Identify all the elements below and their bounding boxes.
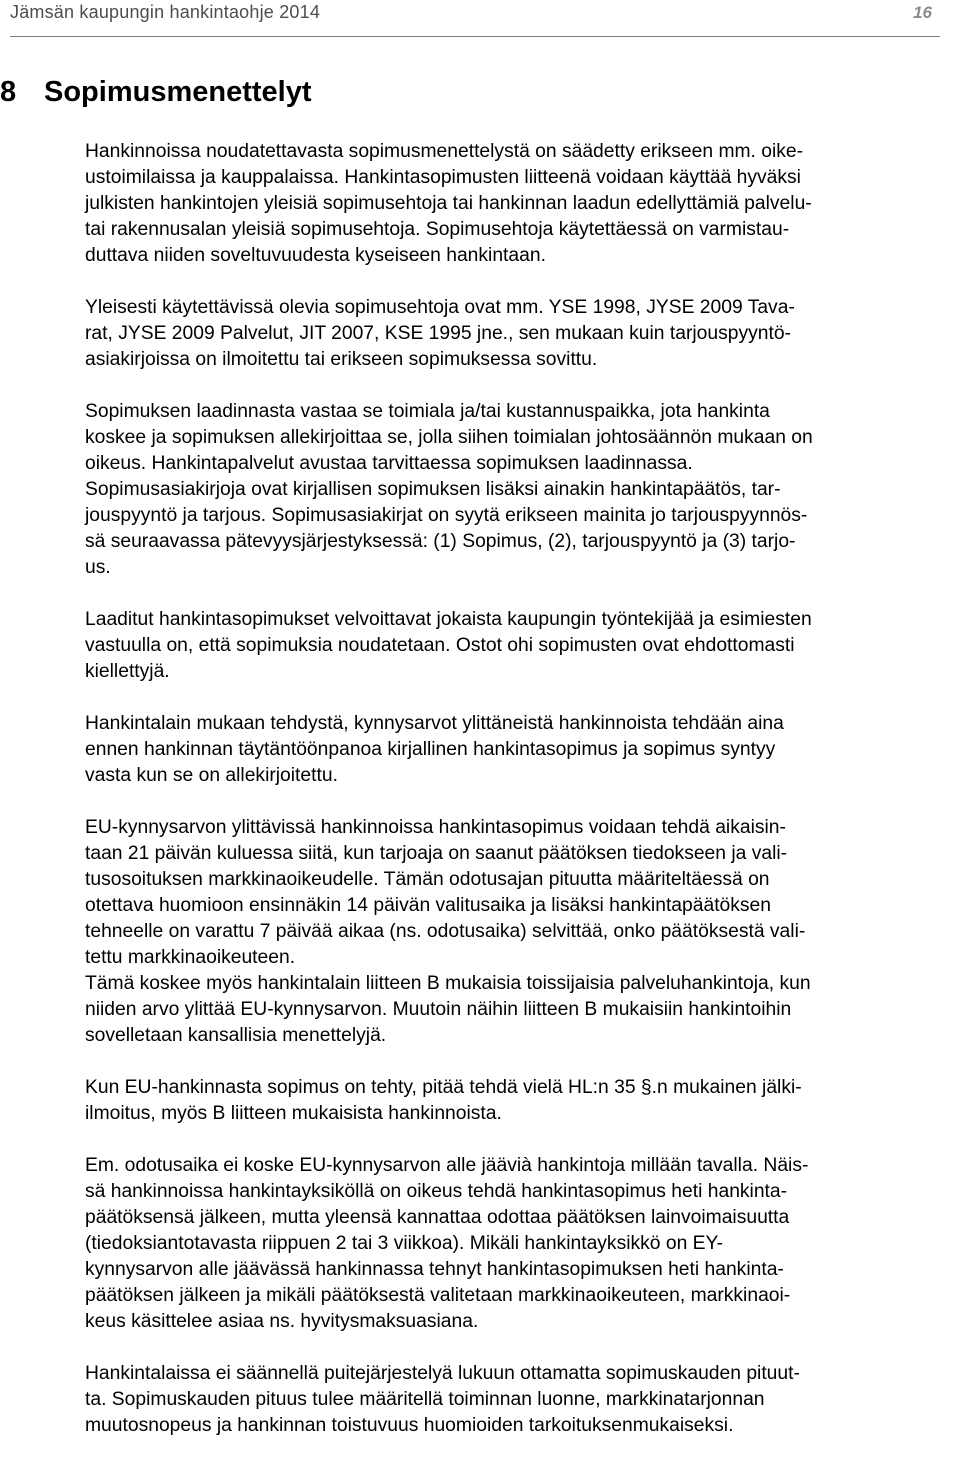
text-line: koskee ja sopimuksen allekirjoittaa se, jolla siihen toimialan johtosäännön mukaan on: [85, 427, 813, 448]
text-line: Hankintalain mukaan tehdystä, kynnysarvot ylittäneistä hankinnoista tehdään aina: [85, 713, 784, 734]
text-line: kynnysarvon alle jäävässä hankinnassa tehnyt hankintasopimuksen heti hankinta-: [85, 1259, 784, 1280]
text-line: keus käsittelee asiaa ns. hyvitysmaksuasiana.: [85, 1311, 479, 1332]
chapter-title: Sopimusmenettelyt: [44, 76, 312, 108]
body-text: [85, 139, 955, 1465]
text-line: asiakirjoissa on ilmoitettu tai erikseen sopimuksessa sovittu.: [85, 349, 598, 370]
text-line: Laaditut hankintasopimukset velvoittavat jokaista kaupungin työntekijää ja esimiesten: [85, 609, 812, 630]
paragraph: [85, 815, 955, 1049]
text-line: (tiedoksiantotavasta riippuen 2 tai 3 viikkoa). Mikäli hankintayksikkö on EY-: [85, 1233, 724, 1254]
text-line: päätöksensä jälkeen, mutta yleensä kannattaa odottaa päätöksen lainvoimaisuutta: [85, 1207, 790, 1228]
page-header: [10, 0, 940, 37]
text-line: Yleisesti käytettävissä olevia sopimusehtoja ovat mm. YSE 1998, JYSE 2009 Tava-: [85, 297, 795, 318]
chapter-number: 8: [0, 76, 17, 108]
text-line: us.: [85, 557, 111, 578]
text-line: Hankinnoissa noudatettavasta sopimusmenettelystä on säädetty erikseen mm. oike-: [85, 141, 804, 162]
text-line: päätöksen jälkeen ja mikäli päätöksestä valitetaan markkinaoikeuteen, markkinaoi-: [85, 1285, 791, 1306]
paragraph: [85, 295, 955, 373]
text-line: muutosnopeus ja hankinnan toistuvuus huomioiden tarkoituksenmukaiseksi.: [85, 1415, 734, 1436]
text-line: otettava huomioon ensinnäkin 14 päivän valitusaika ja lisäksi hankintapäätöksen: [85, 895, 772, 916]
text-line: niiden arvo ylittää EU-kynnysarvon. Muutoin näihin liitteen B mukaisiin hankintoihin: [85, 999, 792, 1020]
text-line: tehneelle on varattu 7 päivää aikaa (ns. odotusaika) selvittää, onko päätöksestä vali-: [85, 921, 806, 942]
text-line: Sopimuksen laadinnasta vastaa se toimiala ja/tai kustannuspaikka, jota hankinta: [85, 401, 770, 422]
text-line: Em. odotusaika ei koske EU-kynnysarvon alle jäävià hankintoja millään tavalla. Näis-: [85, 1155, 809, 1176]
paragraph: [85, 1361, 955, 1439]
paragraph: [85, 139, 955, 269]
text-line: sovelletaan kansallisia menettelyjä.: [85, 1025, 387, 1046]
text-line: tai rakennusalan yleisiä sopimusehtoja. Sopimusehtoja käytettäessä on varmistau-: [85, 219, 790, 240]
text-line: ustoimilaissa ja kauppalaissa. Hankintasopimusten liitteenä voidaan käyttää hyväksi: [85, 167, 801, 188]
text-line: Kun EU-hankinnasta sopimus on tehty, pitää tehdä vielä HL:n 35 §.n mukainen jälki-: [85, 1077, 802, 1098]
paragraph: [85, 399, 955, 581]
text-line: rat, JYSE 2009 Palvelut, JIT 2007, KSE 1995 jne., sen mukaan kuin tarjouspyyntö-: [85, 323, 791, 344]
text-line: julkisten hankintojen yleisiä sopimusehtoja tai hankinnan laadun edellyttämiä palvelu-: [85, 193, 812, 214]
document-title: Jämsän kaupungin hankintaohje 2014: [10, 2, 321, 22]
text-line: jouspyyntö ja tarjous. Sopimusasiakirjat on syytä erikseen mainita jo tarjouspyynnös-: [85, 505, 808, 526]
text-line: EU-kynnysarvon ylittävissä hankinnoissa hankintasopimus voidaan tehdä aikaisin-: [85, 817, 786, 838]
text-line: tettu markkinaoikeuteen.: [85, 947, 296, 968]
paragraph: [85, 607, 955, 685]
text-line: oikeus. Hankintapalvelut avustaa tarvittaessa sopimuksen laadinnassa.: [85, 453, 693, 474]
text-line: taan 21 päivän kuluessa siitä, kun tarjoaja on saanut päätöksen tiedokseen ja vali-: [85, 843, 788, 864]
page-number: 16: [913, 3, 932, 22]
text-line: tusosoituksen markkinaoikeudelle. Tämän odotusajan pituutta määriteltäessä on: [85, 869, 770, 890]
text-line: Tämä koskee myös hankintalain liitteen B mukaisia toissijaisia palveluhankintoja, kun: [85, 973, 811, 994]
paragraph: [85, 711, 955, 789]
text-line: vasta kun se on allekirjoitettu.: [85, 765, 338, 786]
text-line: sä hankinnoissa hankintayksiköllä on oikeus tehdä hankintasopimus heti hankinta-: [85, 1181, 788, 1202]
text-line: sä seuraavassa pätevyysjärjestyksessä: (1) Sopimus, (2), tarjouspyyntö ja (3) tarjo-: [85, 531, 796, 552]
text-line: duttava niiden soveltuvuudesta kyseiseen hankintaan.: [85, 245, 546, 266]
paragraph: [85, 1153, 955, 1335]
text-line: ta. Sopimuskauden pituus tulee määritellä toiminnan luonne, markkinatarjonnan: [85, 1389, 765, 1410]
text-line: kiellettyjä.: [85, 661, 170, 682]
text-line: ennen hankinnan täytäntöönpanoa kirjallinen hankintasopimus ja sopimus syntyy: [85, 739, 776, 760]
text-line: Hankintalaissa ei säännellä puitejärjestelyä lukuun ottamatta sopimuskauden pituut-: [85, 1363, 800, 1384]
text-line: ilmoitus, myös B liitteen mukaisista hankinnoista.: [85, 1103, 502, 1124]
text-line: Sopimusasiakirjoja ovat kirjallisen sopimuksen lisäksi ainakin hankintapäätös, tar-: [85, 479, 781, 500]
paragraph: [85, 1075, 955, 1127]
text-line: vastuulla on, että sopimuksia noudatetaan. Ostot ohi sopimusten ovat ehdottomasti: [85, 635, 795, 656]
